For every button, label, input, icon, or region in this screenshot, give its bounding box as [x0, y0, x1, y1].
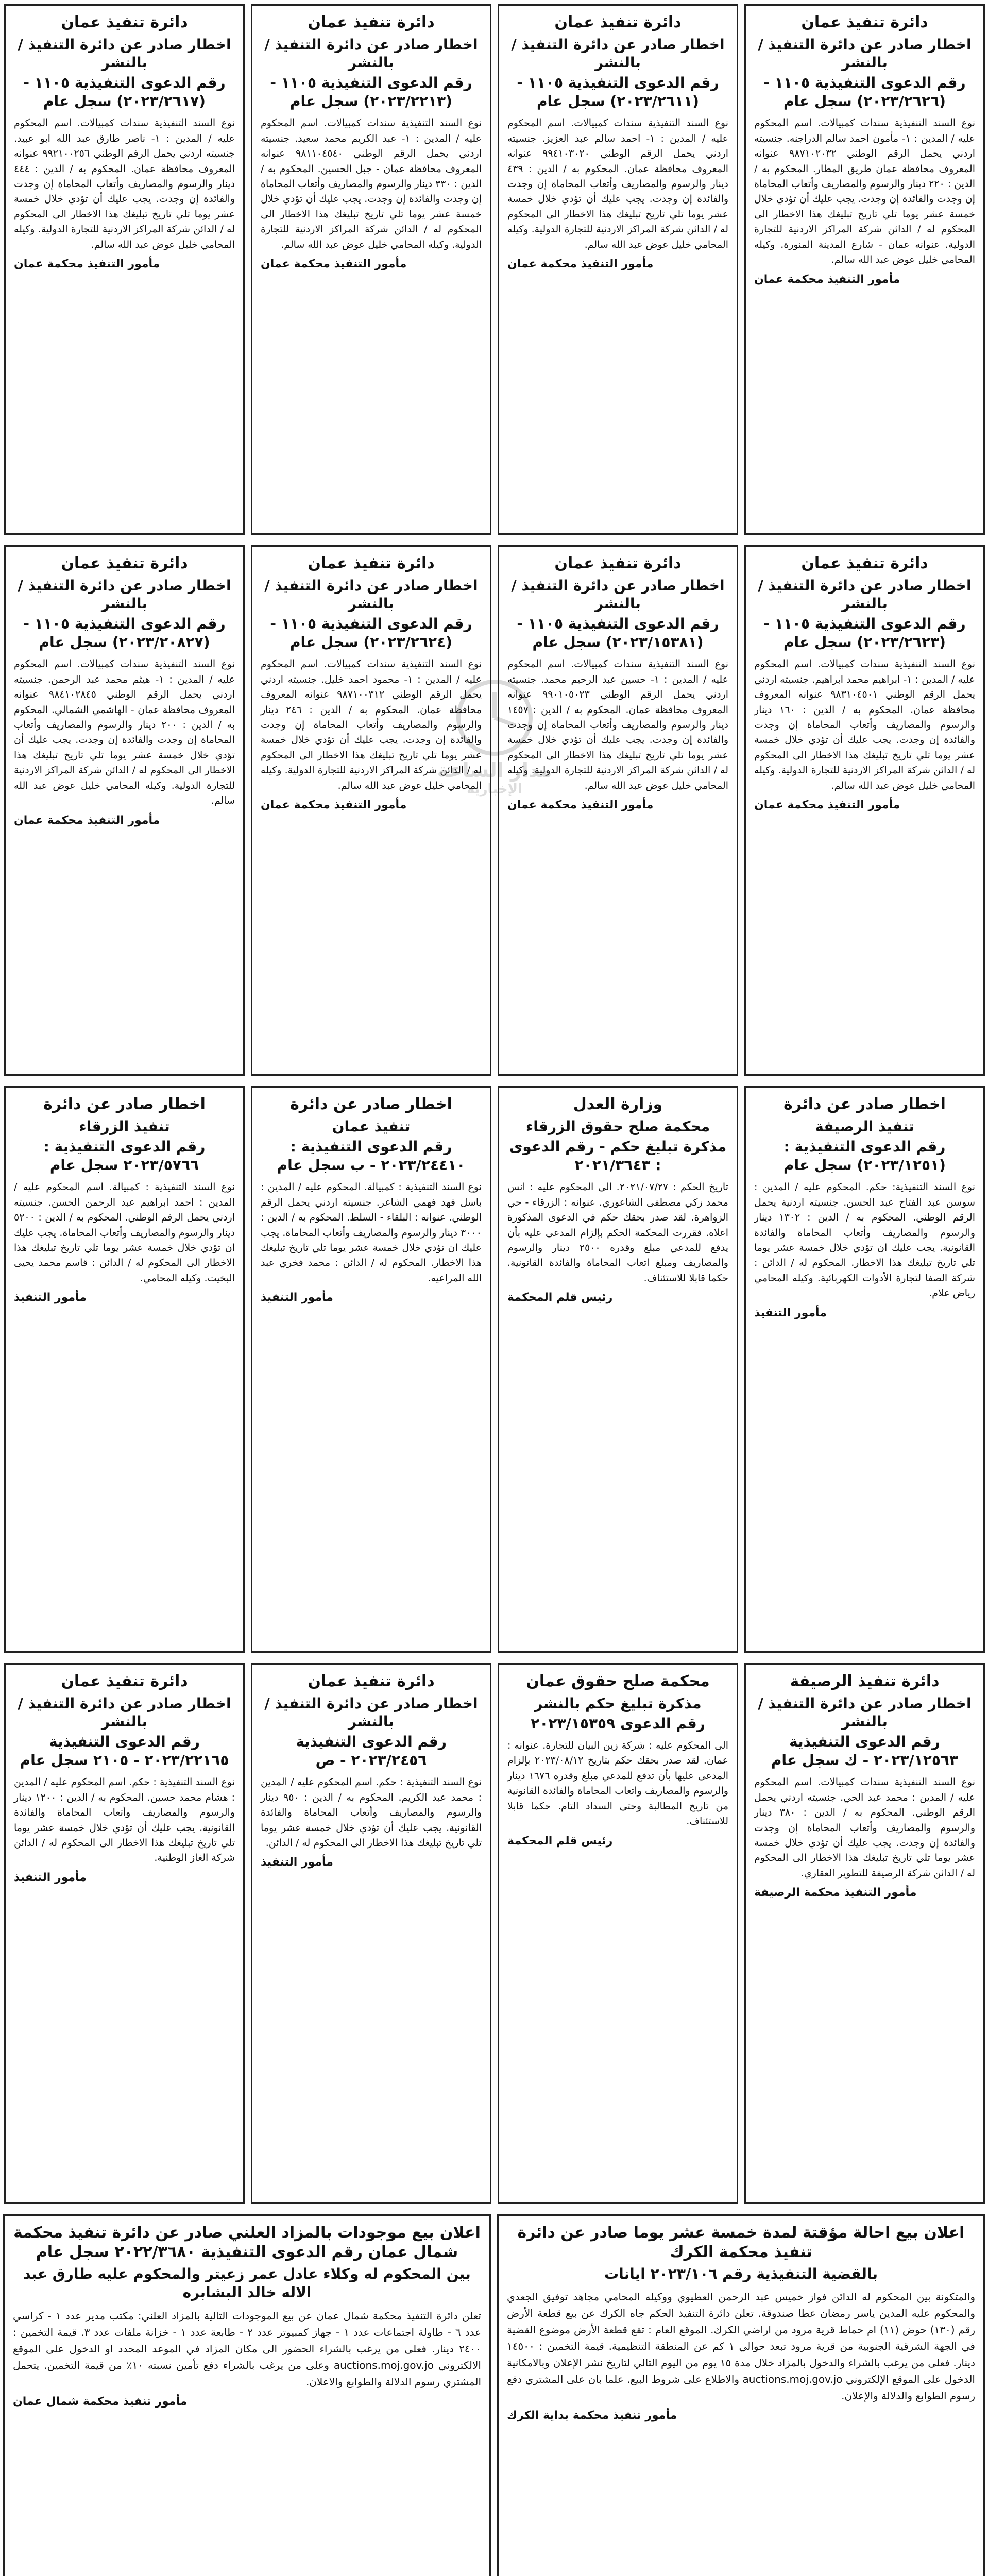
notice-subtitle: اخطار صادر عن دائرة التنفيذ / بالنشر [758, 577, 972, 612]
notice-case-number: مذكرة تبليغ حكم - رقم الدعوى : ٢٠٢١/٣٦٤٣ [509, 1138, 727, 1174]
notice-signature: مأمور التنفيذ [261, 1291, 333, 1304]
notice-body: نوع السند التنفيذية سندات كمبيالات. اسم المحكوم عليه / المدين : ١- حسين عبد الرحيم محمد. جنسيته اردني يحمل الرقم الوطني ٩٩٠١٠٥٠٢٣ عنوانه المعروف محافظة عمان. المحكوم به / الدين : ١٤٥٧ دينار والرسوم والمصاريف وأتعاب المحاماة إن وجدت والفائدة إن وجدت. يجب عليك أن تؤدي خلال خمسة عشر يوما تلي تاريخ تبليغك هذا الاخطار الى المحكوم له / الدائن شركة المراكز الاردنية للتجارة الدولية. وكيله المحامي خليل عوض عبد الله سالم. [507, 658, 728, 791]
notice-title: دائرة تنفيذ عمان [554, 554, 682, 572]
notice-title: اخطار صادر عن دائرة [43, 1095, 206, 1113]
notice-signature: مأمور التنفيذ محكمة الرصيفة [754, 1886, 917, 1900]
notice-subtitle: تنفيذ الزرقاء [79, 1117, 170, 1135]
notice-case-number: رقم الدعوى التنفيذية ١١٠٥ - (٢٠٢٣/٢٦٢٣) سجل عام [763, 615, 966, 651]
notice-signature: مأمور التنفيذ [754, 1306, 827, 1319]
notice-signature: مأمور التنفيذ محكمة عمان [14, 814, 160, 827]
notice-case-number: رقم الدعوى التنفيذية ٢٠٢٣/٢٤٥٦ - ص [296, 1733, 447, 1769]
notice-card [744, 545, 985, 1076]
notice-title: اعلان بيع احالة مؤقتة لمدة خمسة عشر يوما صادر عن دائرة تنفيذ محكمة الكرك [517, 2224, 965, 2261]
notice-signature: رئيس قلم المحكمة [507, 1834, 613, 1848]
notice-subtitle: اخطار صادر عن دائرة التنفيذ / بالنشر [511, 577, 725, 612]
notice-title: دائرة تنفيذ عمان [308, 554, 435, 572]
notice-card [498, 4, 738, 535]
notice-signature: مأمور التنفيذ محكمة عمان [507, 799, 654, 812]
notice-signature: مأمور التنفيذ محكمة عمان [14, 258, 160, 271]
notice-card [498, 1086, 738, 1653]
notice-body: نوع السند التنفيذية سندات كمبيالات. اسم المحكوم عليه / المدين : ١- عبد الكريم محمد سعيد. جنسيته اردني يحمل الرقم الوطني ٩٨١١٠٤٥٤٠ عنوانه المعروف محافظة عمان - جبل الحسين. المحكوم به / الدين : ٣٣٠ دينار والرسوم والمصاريف وأتعاب المحاماة إن وجدت والفائدة إن وجدت. يجب عليك أن تؤدي خلال خمسة عشر يوما تلي تاريخ تبليغك هذا الاخطار الى المحكوم له / الدائن شركة المراكز الاردنية للتجارة الدولية. وكيله المحامي خليل عوض عبد الله سالم. [260, 117, 482, 250]
notice-case-number: رقم الدعوى التنفيذية ١١٠٥ - (٢٠٢٣/٢٦٢٤) سجل عام [270, 615, 472, 651]
notice-body: نوع السند التنفيذية سندات كمبيالات. اسم المحكوم عليه / المدين : ١- ناصر طارق عبد الله ابو عبيد. جنسيته اردني يحمل الرقم الوطني ٩٩٢١٠٠٢٥٦ عنوانه المعروف محافظة عمان. المحكوم به / الدين : ٤٤٤ دينار والرسوم والمصاريف وأتعاب المحاماة إن وجدت والفائدة إن وجدت. يجب عليك أن تؤدي خلال خمسة عشر يوما تلي تاريخ تبليغك هذا الاخطار الى المحكوم له / الدائن شركة المراكز الاردنية للتجارة الدولية. وكيله المحامي خليل عوض عبد الله سالم. [14, 117, 235, 250]
notice-title: محكمة صلح حقوق عمان [526, 1672, 710, 1690]
notice-card [251, 1086, 491, 1653]
notice-subtitle: مذكرة تبليغ حكم بالنشر [534, 1694, 702, 1712]
notice-case-number: رقم الدعوى التنفيذية : ٢٠٢٣/٥٧٦٦ سجل عام [43, 1138, 206, 1174]
notice-case-number: بين المحكوم له وكلاء عادل عمر زعيتر والمحكوم عليه طارق عبد الاله خالد البشابره [23, 2265, 471, 2301]
notice-signature: مأمور التنفيذ [261, 1856, 333, 1869]
notice-body: نوع السند التنفيذية سندات كمبيالات. اسم المحكوم عليه / المدين : ١- مأمون احمد سالم الدراجنه. جنسيته اردني يحمل الرقم الوطني ٩٨٧١٠٢٠٣٢ عنوانه المعروف محافظة عمان طريق المطار. المحكوم به / الدين : ٢٢٠ دينار والرسوم والمصاريف وأتعاب المحاماة إن وجدت والفائدة إن وجدت. يجب عليك أن تؤدي خلال خمسة عشر يوما تلي تاريخ تبليغك هذا الاخطار الى المحكوم له / الدائن شركة المراكز الاردنية للتجارة الدولية. عنوانه عمان - شارع المدينة المنورة. وكيله المحامي خليل عوض عبد الله سالم. [754, 117, 975, 266]
notice-card [744, 4, 985, 535]
notice-body: نوع السند التنفيذية : كمبيالة. المحكوم عليه / المدين : باسل فهد فهمي الشاعر. جنسيته اردني يحمل الرقم الوطني. عنوانه : البلقاء - السلط. المحكوم به / الدين : ٣٠٠٠ دينار والرسوم والمصاريف وأتعاب المحاماة. يجب عليك ان تؤدي خلال خمسة عشر يوما تلي تاريخ تبليغك هذا الاخطار. المحكوم له / الدائن : محمد فخري عبد الله المراعيه. [261, 1181, 482, 1284]
notice-body: الى المحكوم عليه : شركة زين البيان للتجارة. عنوانه : عمان. لقد صدر بحقك حكم بتاريخ ٢٠٢٣/٠٨/١٢ بإلزام المدعى عليها بأن تدفع للمدعي مبلغ وقدره ١٦٧٦ دينار والرسوم والمصاريف واتعاب المحاماة والفائدة القانونية من تاريخ المطالبة وحتى السداد التام. حكما قابلا للاستئناف. [507, 1739, 728, 1827]
notice-signature: مأمور التنفيذ محكمة عمان [261, 258, 407, 271]
notice-title: اعلان بيع موجودات بالمزاد العلني صادر عن دائرة تنفيذ محكمة شمال عمان رقم الدعوى التنفيذية ٢٠٢٢/٣٦٨٠ سجل عام [13, 2224, 481, 2261]
notice-title: اخطار صادر عن دائرة [290, 1095, 452, 1113]
auction-notice-card [497, 2214, 985, 2576]
notice-subtitle: اخطار صادر عن دائرة التنفيذ / بالنشر [758, 1694, 972, 1730]
notice-card [4, 4, 245, 535]
notice-subtitle: تنفيذ الرصيفة [815, 1117, 914, 1135]
notice-subtitle: اخطار صادر عن دائرة التنفيذ / بالنشر [18, 1694, 231, 1730]
notice-subtitle: اخطار صادر عن دائرة التنفيذ / بالنشر [18, 36, 231, 71]
notice-title: وزارة العدل [573, 1095, 663, 1113]
notice-body: تعلن دائرة التنفيذ محكمة شمال عمان عن بيع الموجودات التالية بالمزاد العلني: مكتب مدير عدد ١ - كراسي عدد ٦ - طاولة اجتماعات عدد ١ - جهاز كمبيوتر عدد ٢ - طابعة عدد ١ - خزانة ملفات عدد ٣. قيمة التخمين : ٢٤٠٠ دينار. فعلى من يرغب بالشراء الحضور الى مكان المزاد في الموعد المحدد او الدخول على الموقع الالكتروني auctions.moj.gov.jo وعلى من يرغب بالشراء دفع تأمين نسبته ١٠٪ من قيمة التخمين. يتحمل المشتري رسوم الدلالة والطوابع والاعلان. [13, 2309, 482, 2388]
notices-row-5 [0, 2214, 988, 2576]
notice-subtitle: اخطار صادر عن دائرة التنفيذ / بالنشر [511, 36, 725, 71]
notice-body: نوع السند التنفيذية سندات كمبيالات. اسم المحكوم عليه / المدين : ١- احمد سالم عبد العزيز. جنسيته اردني يحمل الرقم الوطني ٩٩٤١٠٣٠٢٠ عنوانه المعروف محافظة عمان. المحكوم به / الدين : ٤٣٩ دينار والرسوم والمصاريف وأتعاب المحاماة إن وجدت والفائدة إن وجدت. يجب عليك أن تؤدي خلال خمسة عشر يوما تلي تاريخ تبليغك هذا الاخطار الى المحكوم له / الدائن شركة المراكز الاردنية للتجارة الدولية. وكيله المحامي خليل عوض عبد الله سالم. [507, 117, 728, 250]
notice-signature: مأمور تنفيذ محكمة شمال عمان [13, 2395, 188, 2408]
notice-signature: مأمور التنفيذ محكمة عمان [261, 799, 407, 812]
notice-title: دائرة تنفيذ عمان [61, 13, 188, 31]
notice-body: نوع السند التنفيذية : حكم. اسم المحكوم عليه / المدين : هشام محمد حسين. المحكوم به / الدين : ١٢٠٠ دينار والرسوم والمصاريف وأتعاب المحاماة والفائدة القانونية. يجب عليك أن تؤدي خلال خمسة عشر يوما تلي تاريخ تبليغك هذا الاخطار الى المحكوم له / الدائن شركة الغاز الوطنية. [14, 1776, 235, 1864]
notices-row-3 [0, 1086, 988, 1653]
notice-case-number: رقم الدعوى ٢٠٢٣/١٥٣٥٩ [531, 1715, 705, 1732]
notice-title: دائرة تنفيذ عمان [61, 1672, 188, 1690]
notice-subtitle: اخطار صادر عن دائرة التنفيذ / بالنشر [18, 577, 231, 612]
notice-case-number: رقم الدعوى التنفيذية ١١٠٥ - (٢٠٢٣/٢٢١٣) سجل عام [270, 74, 472, 110]
auction-notice-card [3, 2214, 491, 2576]
notice-title: دائرة تنفيذ الرصيفة [790, 1672, 940, 1690]
notice-signature: مأمور تنفيذ محكمة بداية الكرك [507, 2409, 677, 2422]
notice-case-number: رقم الدعوى التنفيذية ١١٠٥ - (٢٠٢٣/٢٠٨٢٧) سجل عام [23, 615, 226, 651]
notice-case-number: رقم الدعوى التنفيذية ٢٠٢٣/٢٢١٦٥ - ٢١٠٥ سجل عام [20, 1733, 229, 1769]
notice-case-number: رقم الدعوى التنفيذية ١١٠٥ - (٢٠٢٣/١٥٣٨١) سجل عام [517, 615, 719, 651]
notice-body: نوع السند التنفيذية: حكم. المحكوم عليه / المدين : سوسن عبد الفتاح عبد الحسن. جنسيته اردنية يحمل الرقم الوطني. المحكوم به / الدين : ١٣٠٢ دينار والرسوم والمصاريف وأتعاب المحاماة والفائدة القانونية. يجب عليك ان تؤدي خلال خمسة عشر يوما تلي تاريخ تبليغك هذا الاخطار. المحكوم له / الدائن : شركة الصفا لتجارة الأدوات الكهربائية. وكيله المحامي رياض علام. [754, 1181, 975, 1299]
notice-card [498, 1663, 738, 2204]
notice-case-number: رقم الدعوى التنفيذية ٢٠٢٣/١٢٥٦٣ - ك سجل عام [771, 1733, 959, 1769]
notice-title: دائرة تنفيذ عمان [801, 13, 928, 31]
watermark-text: مدار الساعة [437, 759, 552, 782]
notice-title: دائرة تنفيذ عمان [801, 554, 928, 572]
notice-body: نوع السند التنفيذية سندات كمبيالات. اسم المحكوم عليه / المدين : ١- ابراهيم محمد ابراهيم. جنسيته اردني يحمل الرقم الوطني ٩٨٣١٠٤٥٠١ عنوانه المعروف محافظة عمان. المحكوم به / الدين : ١٦٠ دينار والرسوم والمصاريف وأتعاب المحاماة إن وجدت والفائدة إن وجدت. يجب عليك أن تؤدي خلال خمسة عشر يوما تلي تاريخ تبليغك هذا الاخطار الى المحكوم له / الدائن شركة المراكز الاردنية للتجارة الدولية. وكيله المحامي خليل عوض عبد الله سالم. [754, 658, 976, 791]
notice-body: نوع السند التنفيذية : حكم. اسم المحكوم عليه / المدين : محمد عبد الكريم. المحكوم به / الدين : ٩٥٠ دينار والرسوم والمصاريف وأتعاب المحاماة والفائدة القانونية. يجب عليك أن تؤدي خلال خمسة عشر يوما تلي تاريخ تبليغك هذا الاخطار الى المحكوم له / الدائن. [261, 1776, 482, 1849]
notice-title: دائرة تنفيذ عمان [308, 1672, 435, 1690]
notice-signature: مأمور التنفيذ محكمة عمان [754, 273, 900, 286]
notice-title: اخطار صادر عن دائرة [783, 1095, 946, 1113]
notice-case-number: رقم الدعوى التنفيذية : ٢٠٢٣/٢٤٤١٠ - ب سجل عام [277, 1138, 466, 1174]
notice-subtitle: اخطار صادر عن دائرة التنفيذ / بالنشر [264, 577, 478, 612]
notices-row-4 [0, 1663, 988, 2204]
notice-title: دائرة تنفيذ عمان [554, 13, 682, 31]
notice-card [4, 545, 245, 1076]
notice-subtitle: اخطار صادر عن دائرة التنفيذ / بالنشر [758, 36, 972, 71]
notice-subtitle: تنفيذ عمان [332, 1117, 411, 1135]
notice-body: والمتكونة بين المحكوم له الدائن فواز خميس عبد الرحمن العطيوي ووكيله المحامي مجاهد توفيق الجعدي والمحكوم عليه المدين ياسر رمضان عطا صندوقة. تعلن دائرة التنفيذ الحكم جاه الكرك عن بيع قطعة الأرض رقم (١٣٠) حوض (١١) ام حماط قرية مرود من اراضي الكرك. الموقع العام : تقع قطعة الأرض موضوع القضية في الجهة الشرقية الجنوبية من قرية مرود تبعد حوالي ١ كم عن المنطقة التنظيمية. قيمة التخمين : ١٤٥٠٠ دينار. فعلى من يرغب بالشراء والدخول بالمزاد خلال مدة ١٥ يوم من اليوم التالي لتاريخ نشر الإعلان وبالامكانية الدخول على الموقع الإلكتروني auctions.moj.gov.jo والاطلاع على شروط البيع. علما بان على المشتري دفع رسوم الطوابع والدلالة والإعلان. [507, 2291, 975, 2402]
notice-signature: رئيس قلم المحكمة [507, 1291, 613, 1304]
notice-card [251, 4, 491, 535]
notice-signature: مأمور التنفيذ [14, 1871, 87, 1884]
notice-title: دائرة تنفيذ عمان [308, 13, 435, 31]
notice-card [4, 1086, 245, 1653]
notice-signature: مأمور التنفيذ محكمة عمان [507, 258, 654, 271]
watermark-logo [371, 659, 618, 814]
notice-card [251, 1663, 491, 2204]
notice-subtitle: اخطار صادر عن دائرة التنفيذ / بالنشر [264, 1694, 478, 1730]
notice-body: نوع السند التنفيذية سندات كمبيالات. اسم المحكوم عليه / المدين : محمد عبد الحي. جنسيته اردني يحمل الرقم الوطني. المحكوم به / الدين : ٣٨٠ دينار والرسوم والمصاريف وأتعاب المحاماة إن وجدت والفائدة إن وجدت. يجب عليك أن تؤدي خلال خمسة عشر يوما تلي تاريخ تبليغك هذا الاخطار الى المحكوم له / الدائن شركة الرصيفة للتطوير العقاري. [754, 1776, 975, 1879]
notice-body: نوع السند التنفيذية سندات كمبيالات. اسم المحكوم عليه / المدين : ١- محمود احمد خليل. جنسيته اردني يحمل الرقم الوطني ٩٨٧١٠٠٣١٢ عنوانه المعروف محافظة عمان. المحكوم به / الدين : ٢٤٦ دينار والرسوم والمصاريف وأتعاب المحاماة إن وجدت والفائدة إن وجدت. يجب عليك أن تؤدي خلال خمسة عشر يوما تلي تاريخ تبليغك هذا الاخطار الى المحكوم له / الدائن شركة المراكز الاردنية للتجارة الدولية. وكيله المحامي خليل عوض عبد الله سالم. [261, 658, 482, 791]
notice-case-number: بالقضية التنفيذية رقم ٢٠٢٣/١٠٦ ايانات [604, 2265, 878, 2282]
notice-body: تاريخ الحكم : ٢٠٢١/٠٧/٢٧. الى المحكوم عليه : انس محمد زكي مصطفى الشاعوري. عنوانه : الزرقاء - حي الزواهرة. لقد صدر بحقك حكم في الدعوى المذكورة اعلاه. فقررت المحكمة الحكم بإلزام المدعى عليه بأن يدفع للمدعي مبلغ وقدره ٢٥٠٠ دينار والرسوم والمصاريف ومبلغ اتعاب المحاماة والفائدة القانونية. حكما قابلا للاستئناف. [507, 1181, 728, 1284]
notice-body: نوع السند التنفيذية : كمبيالة. اسم المحكوم عليه / المدين : احمد ابراهيم عبد الرحمن الحسن. جنسيته اردني يحمل الرقم الوطني. المحكوم به / الدين : ٥٢٠٠ دينار والرسوم والمصاريف وأتعاب المحاماة. يجب عليك ان تؤدي خلال خمسة عشر يوما تلي تاريخ تبليغك هذا الاخطار الى المحكوم له / الدائن : قاسم محمد يحيى البخيت. وكيله المحامي. [14, 1181, 235, 1284]
watermark-subtext: الإخبارية [467, 782, 522, 797]
notice-signature: مأمور التنفيذ [14, 1291, 87, 1304]
notice-case-number: رقم الدعوى التنفيذية ١١٠٥ - (٢٠٢٣/٢٦١٧) سجل عام [23, 74, 226, 110]
notice-title: دائرة تنفيذ عمان [61, 554, 188, 572]
notice-card [744, 1663, 985, 2204]
notices-row-1 [0, 4, 988, 535]
notice-case-number: رقم الدعوى التنفيذية ١١٠٥ - (٢٠٢٣/٢٦٢٦) سجل عام [763, 74, 966, 110]
notice-card [4, 1663, 245, 2204]
notice-subtitle: محكمة صلح حقوق الزرقاء [525, 1117, 710, 1135]
notice-signature: مأمور التنفيذ محكمة عمان [754, 799, 900, 812]
notice-case-number: رقم الدعوى التنفيذية ١١٠٥ - (٢٠٢٣/٢٦١١) سجل عام [517, 74, 719, 110]
notice-subtitle: اخطار صادر عن دائرة التنفيذ / بالنشر [264, 36, 478, 71]
clock-logo-icon [438, 676, 551, 759]
notice-case-number: رقم الدعوى التنفيذية : (٢٠٢٣/١٢٥١) سجل عام [783, 1138, 946, 1174]
notice-card [744, 1086, 985, 1653]
notice-body: نوع السند التنفيذية سندات كمبيالات. اسم المحكوم عليه / المدين : ١- هيثم محمد عبد الرحمن. جنسيته اردني يحمل الرقم الوطني ٩٨٤١٠٢٨٤٥ عنوانه المعروف محافظة عمان - الهاشمي الشمالي. المحكوم به / الدين : ٢٠٠ دينار والرسوم والمصاريف وأتعاب المحاماة إن وجدت والفائدة إن وجدت. يجب عليك أن تؤدي خلال خمسة عشر يوما تلي تاريخ تبليغك هذا الاخطار الى المحكوم له / الدائن شركة المراكز الاردنية للتجارة الدولية. وكيله المحامي خليل عوض عبد الله سالم. [14, 658, 235, 807]
